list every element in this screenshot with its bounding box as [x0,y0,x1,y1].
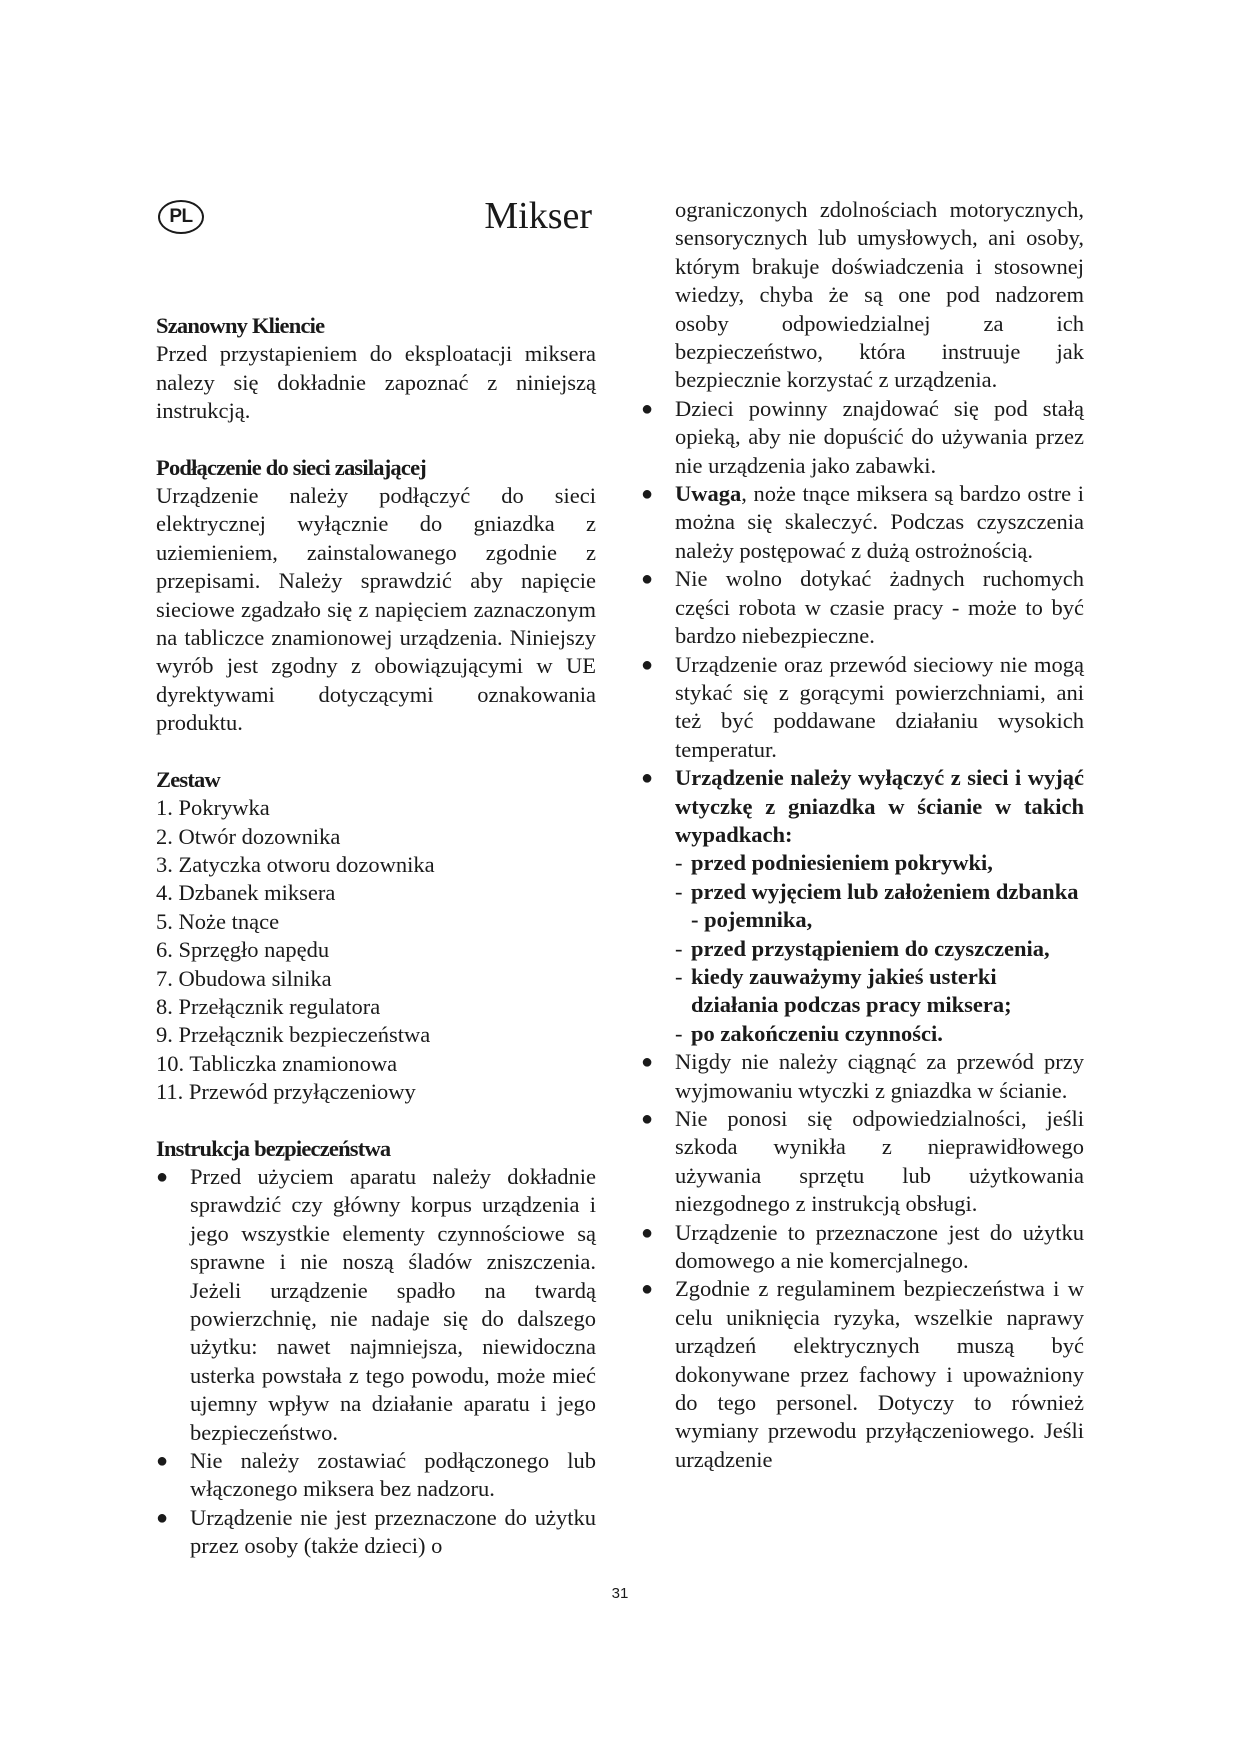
paragraph-continuation: ograniczonych zdolnościach motorycznych, sensorycznych lub umysłowych, ani osoby, którym brakuje doświadczenia i stosownej wiedzy, chyba że są one pod nadzorem osoby odpowiedzialnej za ich bezpieczeństwo, która instruuje jak bezpiecznie korzystać z urządzenia. [675,197,1084,393]
list-item: ● Urządzenie nie jest przeznaczone do użytku przez osoby (także dzieci) o [156,1504,596,1559]
safety-list-continued [641,395,1084,850]
list-item: 4. Dzbanek miksera [156,880,336,906]
section-kit [156,766,596,1107]
parts-list [156,794,596,1106]
list-item: - przed przystąpieniem do czyszczenia, [675,935,1050,961]
list-item: ● Nigdy nie należy ciągnąć za przewód przy wyjmowaniu wtyczki z gniazdka w ścianie. [641,1049,1084,1103]
list-item: - przed wyjęciem lub założeniem dzbanka - pojemnika, [675,878,1079,933]
paragraph: Przed przystapieniem do eksploatacji miksera nalezy się dokładnie zapoznać z niniejszą instrukcją. [156,341,596,424]
section-greeting [156,312,596,426]
list-item: 6. Sprzęgło napędu [156,937,330,963]
list-item: ● Urządzenie należy wyłączyć z sieci i wyjąć wtyczkę z gniazdka w ścianie w takich wypadkach: [641,765,1084,847]
safety-list [156,1163,596,1561]
list-item: 9. Przełącznik bezpieczeństwa [156,1022,431,1048]
bullet-icon: ● [641,568,654,591]
list-item: 11. Przewód przyłączeniowy [156,1079,416,1105]
list-item: 3. Zatyczka otworu dozownika [156,851,435,877]
bullet-icon: ● [641,653,654,676]
safety-list-final [641,1048,1084,1474]
bullet-icon: ● [156,1450,169,1473]
list-item: 2. Otwór dozownika [156,823,341,849]
bullet-icon: ● [641,767,654,790]
bullet-icon: ● [156,1165,169,1188]
list-item: 5. Noże tnące [156,908,280,934]
language-badge: PL [158,200,204,234]
list-item: ● Urządzenie to przeznaczone jest do użytku domowego a nie komercjalnego. [641,1219,1084,1274]
list-item: 1. Pokrywka [156,795,270,821]
section-heading: Podłączenie do sieci zasilającej [156,454,426,480]
list-item: ● Nie należy zostawiać podłączonego lub włączonego miksera bez nadzoru. [156,1448,596,1502]
section-power [156,454,596,738]
right-column [641,196,1084,1474]
bullet-icon: ● [641,483,654,506]
warning-label: Uwaga [675,481,742,507]
list-item: ● Urządzenie oraz przewód sieciowy nie mogą stykać się z gorącymi powierzchniami, ani też być poddawane działaniu wysokich temperatur. [641,651,1084,762]
bullet-icon: ● [641,1108,654,1130]
page-number: 31 [611,1585,629,1602]
bullet-icon: ● [156,1506,169,1529]
list-item: 10. Tabliczka znamionowa [156,1050,398,1076]
list-item: 7. Obudowa silnika [156,965,332,991]
bullet-icon: ● [641,397,654,420]
section-heading: Szanowny Kliencie [156,313,325,338]
unplug-cases-list [641,849,1084,1048]
bullet-icon: ● [641,1051,654,1074]
section-heading: Instrukcja bezpieczeństwa [156,1135,391,1161]
bullet-icon: ● [641,1221,654,1244]
list-item: ● Nie ponosi się odpowiedzialności, jeśli szkoda wynikła z nieprawidłowego używania sprzętu lub użytkowania niezgodnego z instrukcją obsługi. [641,1106,1084,1217]
section-heading: Zestaw [156,766,220,792]
list-item: 8. Przełącznik regulatora [156,993,381,1019]
page-title: Mikser [484,195,592,237]
list-item: - przed podniesieniem pokrywki, [675,850,993,876]
left-column [156,312,596,1561]
bullet-icon: ● [641,1278,654,1301]
list-item: ● Uwaga, noże tnące miksera są bardzo ostre i można się skaleczyć. Podczas czyszczenia należy postępować z dużą ostrożnością. [641,481,1084,563]
list-item: ● Nie wolno dotykać żadnych ruchomych części robota w czasie pracy - może to być bardzo niebezpieczne. [641,566,1084,649]
list-item: ● Zgodnie z regulaminem bezpieczeństwa i w celu uniknięcia ryzyka, wszelkie naprawy urządzeń elektrycznych muszą być dokonywane przez fachowy i upoważniony do tego personel. Dotyczy to również wymiany przewodu przyłączeniowego. Jeśli urządzenie [641,1276,1084,1472]
list-item: ● Przed użyciem aparatu należy dokładnie sprawdzić czy główny korpus urządzenia i jego wszystkie elementy czynnościowe są sprawne i nie noszą śladów zniszczenia. Jeżeli urządzenie spadło na twardą powierzchnię, nie nadaje się do dalszego użytku: nawet najmniejsza, niewidoczna usterka powstała z tego powodu, może mieć ujemny wpływ na działanie aparatu i jego bezpieczeństwo. [156,1163,596,1445]
paragraph: Urządzenie należy podłączyć do sieci elektrycznej wyłącznie do gniazdka z uziemieniem, zainstalowanego zgodnie z przepisami. Należy sprawdzić aby napięcie sieciowe zgadzało się z napięciem zaznaczonym na tabliczce znamionowej urządzenia. Niniejszy wyrób jest zgodny z obowiązującymi w UE dyrektywami dotyczącymi oznakowania produktu. [156,483,596,736]
list-item: ● Dzieci powinny znajdować się pod stałą opieką, aby nie dopuścić do używania przez nie urządzenia jako zabawki. [641,395,1084,478]
section-safety [156,1135,596,1561]
list-item: - po zakończeniu czynności. [675,1020,943,1046]
list-item: - kiedy zauważymy jakieś usterki działania podczas pracy miksera; [675,963,1012,1018]
